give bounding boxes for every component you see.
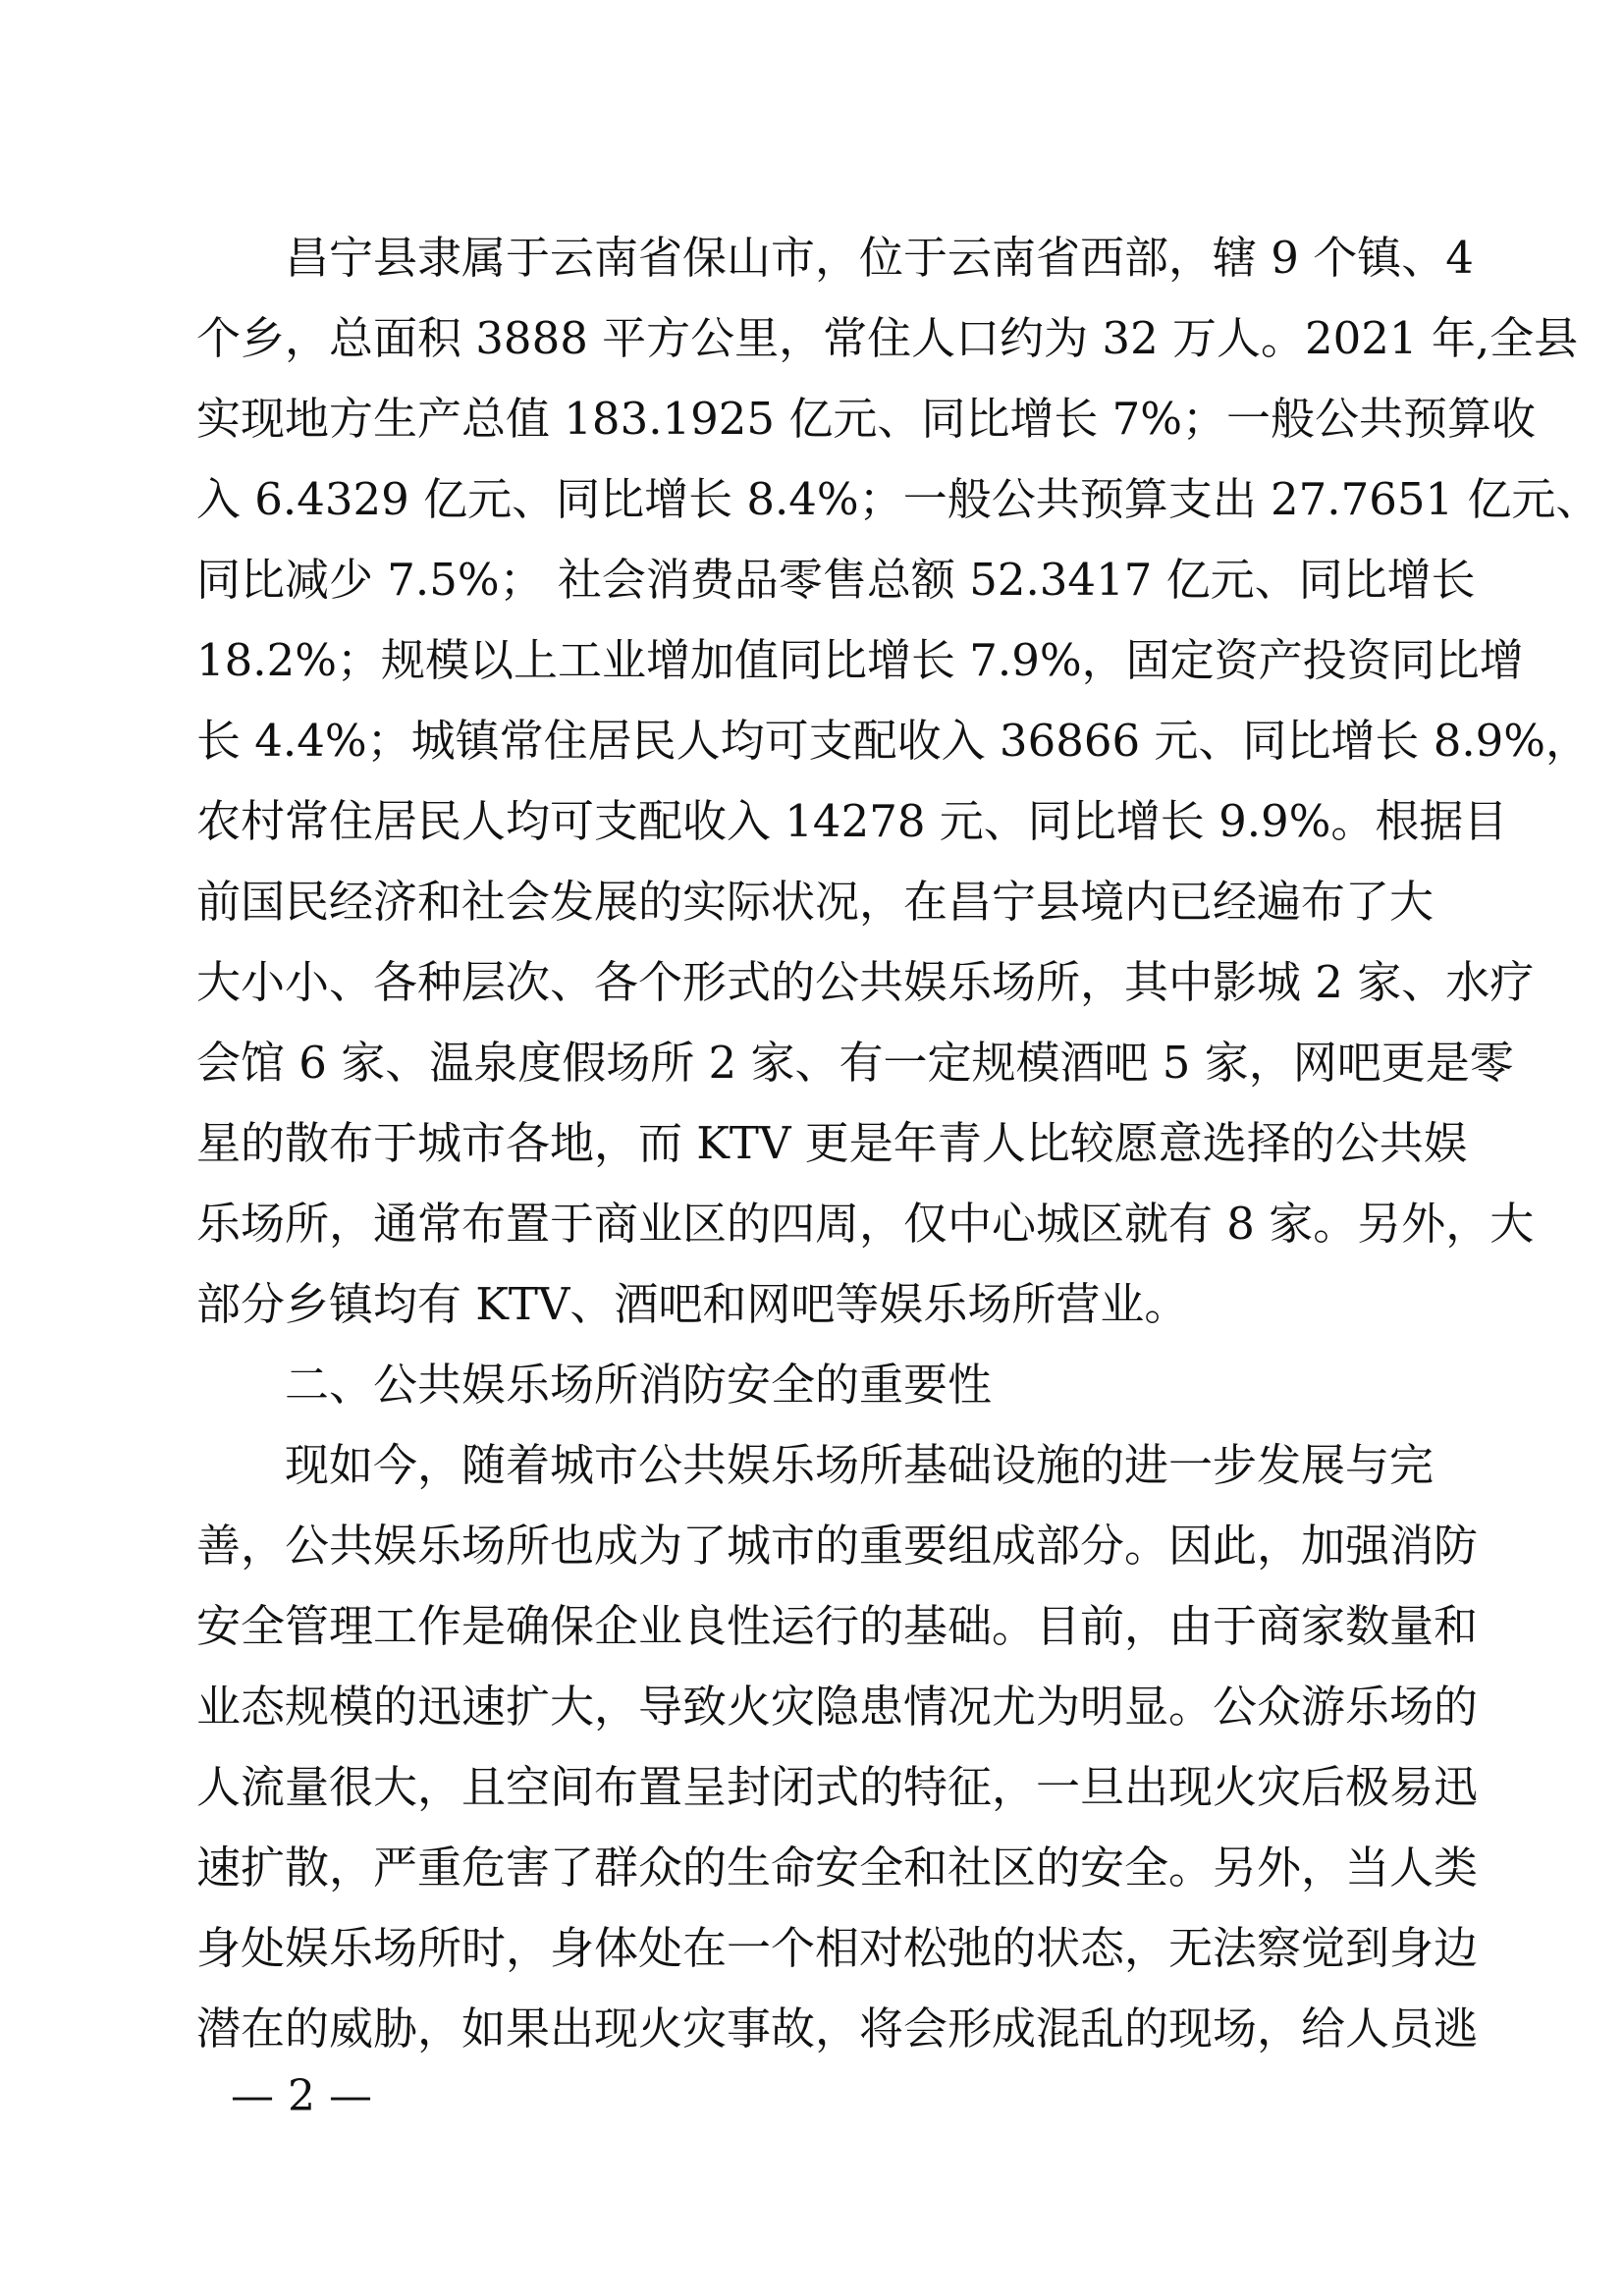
page-number: — 2 — — [231, 2071, 372, 2121]
paragraph-2-line-4: 业态规模的迅速扩大，导致火灾隐患情况尤为明显。公众游乐场的 — [196, 1681, 1479, 1733]
paragraph-1-line-2: 个乡，总面积 3888 平方公里，常住人口约为 32 万人。2021 年,全县 — [196, 312, 1579, 364]
paragraph-2-line-8: 潜在的威胁，如果出现火灾事故，将会形成混乱的现场，给人员逃 — [196, 2002, 1479, 2055]
paragraph-1-line-3: 实现地方生产总值 183.1925 亿元、同比增长 7%；一般公共预算收 — [196, 393, 1537, 445]
paragraph-2-line-7: 身处娱乐场所时，身体处在一个相对松弛的状态，无法察觉到身边 — [196, 1922, 1479, 1974]
paragraph-1-line-8: 农村常住居民人均可支配收入 14278 元、同比增长 9.9%。根据目 — [196, 795, 1508, 847]
paragraph-1-line-10: 大小小、各种层次、各个形式的公共娱乐场所，其中影城 2 家、水疗 — [196, 956, 1535, 1008]
paragraph-1-line-9: 前国民经济和社会发展的实际状况，在昌宁县境内已经遍布了大 — [196, 876, 1435, 928]
body-text — [196, 218, 1600, 2069]
paragraph-2-line-2: 善，公共娱乐场所也成为了城市的重要组成部分。因此，加强消防 — [196, 1520, 1479, 1572]
section-heading: 二、公共娱乐场所消防安全的重要性 — [285, 1359, 993, 1411]
paragraph-1-line-1: 昌宁县隶属于云南省保山市，位于云南省西部，辖 9 个镇、4 — [285, 232, 1474, 284]
paragraph-1-line-12: 星的散布于城市各地，而 KTV 更是年青人比较愿意选择的公共娱 — [196, 1117, 1468, 1169]
paragraph-1-line-13: 乐场所，通常布置于商业区的四周，仅中心城区就有 8 家。另外，大 — [196, 1198, 1535, 1250]
paragraph-1-line-14: 部分乡镇均有 KTV、酒吧和网吧等娱乐场所营业。 — [196, 1278, 1189, 1330]
paragraph-1-line-11: 会馆 6 家、温泉度假场所 2 家、有一定规模酒吧 5 家，网吧更是零 — [196, 1037, 1514, 1089]
paragraph-1-line-7: 长 4.4%；城镇常住居民人均可支配收入 36866 元、同比增长 8.9%， — [196, 715, 1591, 767]
paragraph-2-line-3: 安全管理工作是确保企业良性运行的基础。目前，由于商家数量和 — [196, 1600, 1479, 1652]
paragraph-1-line-4: 入 6.4329 亿元、同比增长 8.4%；一般公共预算支出 27.7651 亿元、 — [196, 473, 1600, 525]
paragraph-2-line-6: 速扩散，严重危害了群众的生命安全和社区的安全。另外，当人类 — [196, 1842, 1479, 1894]
paragraph-2-line-5: 人流量很大，且空间布置呈封闭式的特征，一旦出现火灾后极易迅 — [196, 1761, 1479, 1813]
paragraph-1-line-5: 同比减少 7.5%； 社会消费品零售总额 52.3417 亿元、同比增长 — [196, 554, 1476, 606]
paragraph-2-line-1: 现如今，随着城市公共娱乐场所基础设施的进一步发展与完 — [285, 1439, 1435, 1491]
paragraph-1-line-6: 18.2%；规模以上工业增加值同比增长 7.9%，固定资产投资同比增 — [196, 634, 1524, 686]
